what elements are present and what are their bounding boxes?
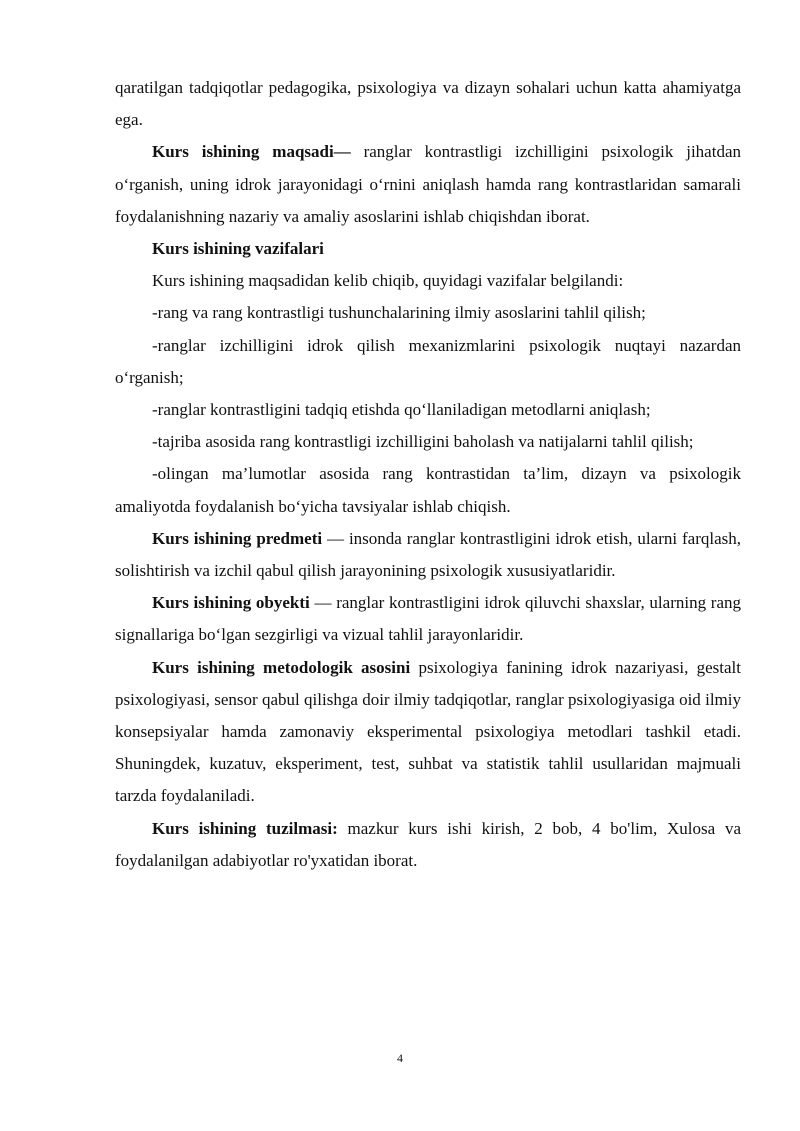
paragraph-heading: Kurs ishining obyekti [152, 593, 310, 613]
task-item-1 [115, 297, 741, 329]
paragraph-text: psixologiya fanining idrok nazariyasi, gestalt psixologiyasi, sensor qabul qilishga doir ilmiy tadqiqotlar, ranglar psixologiyasiga oid ilmiy konsepsiyalar hamda zamonaviy eksperimental psixologiya metodlari tashkil etadi. Shuningdek, kuzatuv, eksperiment, test, suhbat va statistik tahlil usullaridan majmuali tarzda foydalaniladi. [115, 657, 741, 806]
paragraph-text: — insonda ranglar kontrastligini idrok etish, ularni farqlash, solishtirish va izchil qabul qilish jarayonining psixologik xususiyatlaridir. [115, 528, 741, 581]
task-item-4 [115, 426, 741, 458]
task-item-5 [115, 458, 741, 522]
paragraph-text: -olingan ma’lumotlar asosida rang kontrastidan ta’lim, dizayn va psixologik amaliyotda foydalanish bo‘yicha tavsiyalar ishlab chiqish. [115, 464, 741, 516]
paragraph-methodology [115, 652, 741, 813]
paragraph-text: mazkur kurs ishi kirish, 2 bob, 4 bo'lim, Xulosa va foydalanilgan adabiyotlar ro'yxatidan iborat. [115, 818, 741, 870]
paragraph-tasks-heading [115, 233, 741, 265]
paragraph-heading: Kurs ishining maqsadi— [152, 142, 351, 162]
paragraph-text: ranglar kontrastligi izchilligini psixologik jihatdan o‘rganish, uning idrok jarayonidagi o‘rnini aniqlash hamda rang kontrastlaridan samarali foydalanishning nazariy va amaliy asoslarini ishlab chiqishdan iborat. [115, 142, 741, 226]
paragraph-text: -rang va rang kontrastligi tushunchalarining ilmiy asoslarini tahlil qilish; [152, 303, 646, 323]
paragraph-text: -tajriba asosida rang kontrastligi izchilligini baholash va natijalarni tahlil qilish; [152, 432, 694, 452]
document-body [115, 72, 741, 877]
task-item-3 [115, 394, 741, 426]
paragraph-subject [115, 523, 741, 587]
paragraph-text: Kurs ishining maqsadidan kelib chiqib, quyidagi vazifalar belgilandi: [152, 271, 624, 291]
paragraph-object [115, 587, 741, 651]
paragraph-tasks-intro [115, 265, 741, 297]
paragraph-text: — ranglar kontrastligini idrok qiluvchi shaxslar, ularning rang signallariga bo‘lgan sezgirligi va vizual tahlil jarayonlaridir. [115, 593, 741, 645]
paragraph-intro-continuation [115, 72, 741, 136]
paragraph-structure [115, 813, 741, 877]
paragraph-goal [115, 136, 741, 233]
paragraph-heading: Kurs ishining metodologik asosini [152, 657, 411, 677]
paragraph-heading: Kurs ishining vazifalari [152, 239, 324, 259]
paragraph-text: qaratilgan tadqiqotlar pedagogika, psixologiya va dizayn sohalari uchun katta ahamiyatga ega. [115, 78, 741, 130]
paragraph-text: -ranglar izchilligini idrok qilish mexanizmlarini psixologik nuqtayi nazardan o‘rganish; [115, 335, 741, 387]
paragraph-heading: Kurs ishining predmeti [152, 528, 323, 548]
paragraph-text: -ranglar kontrastligini tadqiq etishda qo‘llaniladigan metodlarni aniqlash; [152, 400, 651, 420]
paragraph-heading: Kurs ishining tuzilmasi: [152, 818, 338, 838]
page-number: 4 [397, 1051, 403, 1065]
task-item-2 [115, 330, 741, 394]
